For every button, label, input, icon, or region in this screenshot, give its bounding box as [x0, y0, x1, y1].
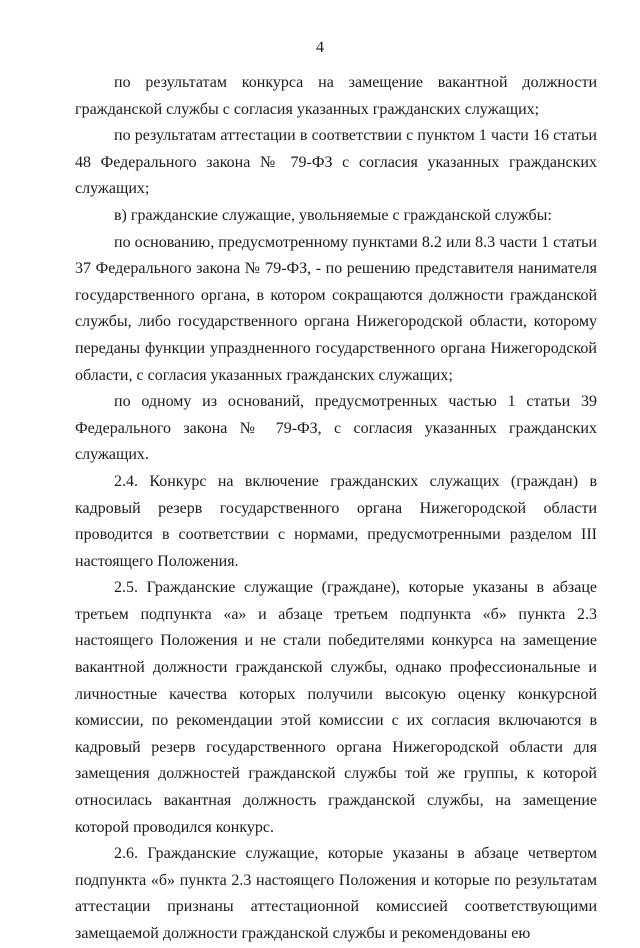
page-number: 4: [316, 39, 324, 56]
document-body: [75, 70, 597, 948]
paragraph-2-5: 2.5. Гражданские служащие (граждане), которые указаны в абзаце третьем подпункта «а» и абзаце третьем подпункта «б» пункта 2.3 настоящего Положения и не стали победителями конкурса на замещение вакантной должности гражданской службы, однако профессиональные и личностные качества которых получили высокую оценку конкурсной комиссии, по рекомендации этой комиссии с их согласия включаются в кадровый резерв государственного органа Нижегородской области для замещения должностей гражданской службы той же группы, к которой относилась вакантная должность гражданской службы, на замещение которой проводился конкурс.: [75, 579, 597, 836]
paragraph-2-6: 2.6. Гражданские служащие, которые указаны в абзаце четвертом подпункта «б» пункта 2.3 настоящего Положения и которые по результатам аттестации признаны аттестационной комиссией соответствующими замещаемой должности гражданской службы и рекомендованы ею: [75, 845, 597, 942]
paragraph-article-39-grounds: по одному из оснований, предусмотренных частью 1 статьи 39 Федерального закона № 79-ФЗ, с согласия указанных гражданских служащих.: [75, 393, 597, 464]
paragraph-dismissed-servants: в) гражданские служащие, увольняемые с гражданской службы:: [114, 206, 552, 224]
paragraph-2-4: 2.4. Конкурс на включение гражданских служащих (граждан) в кадровый резерв государственного органа Нижегородской области проводится в соответствии с нормами, предусмотренными разделом III настоящего Положения.: [75, 472, 597, 570]
paragraph-attestation-results: по результатам аттестации в соответствии с пунктом 1 части 16 статьи 48 Федерального закона № 79-ФЗ с согласия указанных гражданских служащих;: [75, 127, 597, 198]
paragraph-reduction-grounds: по основанию, предусмотренному пунктами 8.2 или 8.3 части 1 статьи 37 Федерального закона № 79-ФЗ, - по решению представителя нанимателя государственного органа, в котором сокращаются должности гражданской службы, либо государственного органа Нижегородской области, которому переданы функции упраздненного государственного органа Нижегородской области, с согласия указанных гражданских служащих;: [75, 233, 597, 384]
paragraph-contest-results: по результатам конкурса на замещение вакантной должности гражданской службы с согласия указанных гражданских служащих;: [75, 74, 597, 118]
